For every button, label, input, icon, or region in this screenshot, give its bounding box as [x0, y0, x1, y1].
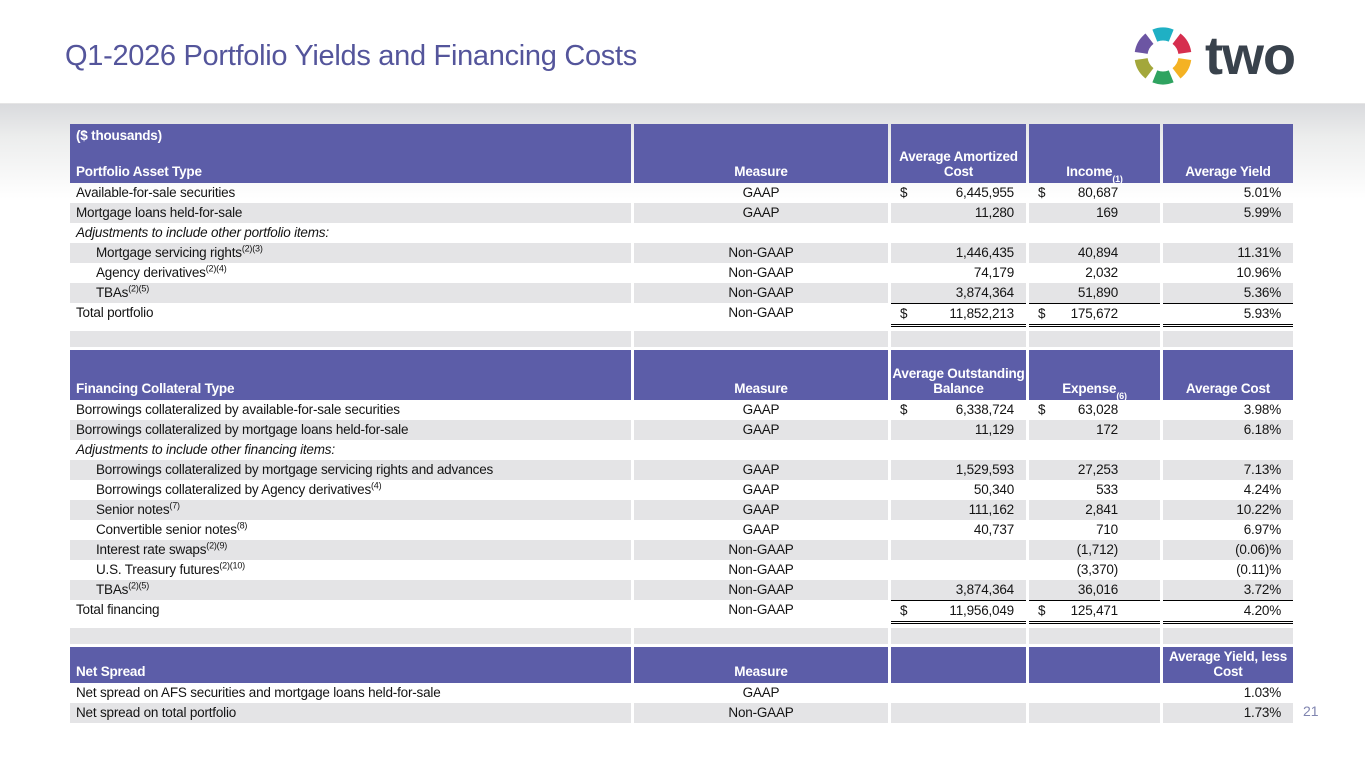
amount-cell	[891, 580, 1026, 600]
row-label: TBAs$^{(2)(5)}$	[70, 580, 631, 600]
percent-cell: 7.13%	[1163, 460, 1293, 480]
income-expense-cell	[1029, 560, 1160, 580]
section-spacer-gray	[70, 331, 1293, 347]
amount-value: 74,179	[973, 265, 1014, 280]
header-row-label	[70, 124, 631, 183]
amount-cell	[891, 500, 1026, 520]
percent-cell	[1163, 223, 1293, 243]
percent-cell: (0.06)%	[1163, 540, 1293, 560]
income-expense-value: 80,687	[1077, 185, 1118, 200]
column-header: Average Outstanding Balance	[891, 350, 1026, 400]
measure-cell: Non-GAAP	[728, 602, 794, 617]
measure-cell: Non-GAAP	[634, 283, 888, 303]
amount-value: 6,338,724	[955, 402, 1014, 417]
measure-cell: Non-GAAP	[634, 540, 888, 560]
percent-cell: 10.96%	[1236, 265, 1281, 280]
row-label: Total financing	[76, 602, 160, 617]
row-label: Interest rate swaps$^{(2)(9)}$	[70, 540, 631, 560]
table-row	[70, 500, 1293, 520]
income-expense-value: 125,471	[1070, 603, 1118, 618]
column-header	[1029, 647, 1160, 683]
dollar-sign: $	[1038, 306, 1046, 321]
row-label: Mortgage servicing rights$^{(2)(3)}$	[70, 243, 631, 263]
income-expense-value: 51,890	[1077, 285, 1118, 300]
percent-cell: 5.36%	[1163, 283, 1293, 303]
dollar-sign: $	[900, 185, 908, 200]
income-expense-value: (1,712)	[1076, 542, 1118, 557]
amount-cell	[891, 420, 1026, 440]
measure-cell: Non-GAAP	[634, 243, 888, 263]
income-expense-value: 63,028	[1077, 402, 1118, 417]
measure-cell: GAAP	[634, 500, 888, 520]
percent-cell: 1.73%	[1163, 703, 1293, 723]
yields-financing-table	[70, 124, 1293, 723]
header-row-label-text: Net Spread	[76, 664, 146, 679]
measure-cell	[634, 440, 888, 460]
measure-cell: GAAP	[634, 420, 888, 440]
column-header: Average Amortized Cost	[891, 124, 1026, 183]
table-row	[70, 440, 1293, 460]
spacer-cell	[1163, 331, 1293, 347]
measure-cell	[634, 223, 888, 243]
income-expense-value: 27,253	[1077, 462, 1118, 477]
section-header-financing	[70, 350, 1293, 400]
income-expense-cell	[1029, 540, 1160, 560]
dollar-sign: $	[900, 402, 908, 417]
income-expense-cell	[1029, 283, 1160, 303]
income-expense-cell	[1029, 460, 1160, 480]
amount-cell	[891, 400, 1026, 420]
logo-pinwheel-icon	[1131, 24, 1195, 93]
income-expense-value: 40,894	[1077, 245, 1118, 260]
amount-value: 11,852,213	[949, 306, 1014, 321]
dollar-sign: $	[900, 306, 908, 321]
measure-cell: Non-GAAP	[728, 562, 794, 577]
income-expense-cell	[1029, 183, 1160, 203]
amount-value: 111,162	[968, 502, 1014, 517]
table-row	[70, 683, 1293, 703]
percent-cell: 3.98%	[1243, 402, 1281, 417]
income-expense-value: 36,016	[1077, 582, 1118, 597]
amount-cell	[891, 223, 1026, 243]
table-row	[70, 580, 1293, 600]
row-label: Borrowings collateralized by Agency derivatives$^{(4)}$	[96, 480, 382, 497]
amount-cell	[891, 480, 1026, 500]
spacer-cell	[1029, 628, 1160, 644]
percent-cell: 5.93%	[1163, 303, 1293, 327]
income-expense-value: 2,841	[1085, 502, 1118, 517]
row-label: Net spread on AFS securities and mortgage loans held-for-sale	[76, 685, 441, 700]
column-header: Income (1)	[1029, 124, 1160, 183]
column-header: Average Yield	[1163, 124, 1293, 183]
percent-cell: 4.20%	[1163, 600, 1293, 624]
measure-cell: GAAP	[742, 482, 780, 497]
percent-cell: 5.99%	[1163, 203, 1293, 223]
table-row	[70, 303, 1293, 327]
table-row	[70, 263, 1293, 283]
percent-cell: (0.11)%	[1236, 562, 1281, 577]
measure-cell: GAAP	[742, 185, 780, 200]
header-row-label	[70, 350, 631, 400]
spacer-cell	[891, 628, 1026, 644]
column-header: Average Yield, less Cost	[1163, 647, 1293, 683]
amount-value: 11,129	[974, 422, 1014, 437]
measure-cell: Non-GAAP	[728, 265, 794, 280]
row-label: Agency derivatives$^{(2)(4)}$	[96, 263, 227, 280]
row-label: Available-for-sale securities	[76, 185, 236, 200]
amount-cell	[891, 263, 1026, 283]
section-header-portfolio	[70, 124, 1293, 183]
column-header	[891, 647, 1026, 683]
dollar-sign: $	[1038, 603, 1046, 618]
table-row	[70, 560, 1293, 580]
income-expense-cell	[1029, 600, 1160, 624]
table-row	[70, 703, 1293, 723]
row-label: Borrowings collateralized by mortgage loans held-for-sale	[70, 420, 631, 440]
percent-cell: 1.03%	[1243, 685, 1281, 700]
amount-cell	[891, 520, 1026, 540]
spacer-cell	[634, 331, 888, 347]
amount-value: 40,737	[973, 522, 1014, 537]
logo-wordmark: two	[1205, 25, 1295, 86]
amount-value: 11,956,049	[949, 603, 1014, 618]
percent-cell	[1163, 440, 1293, 460]
measure-cell: Non-GAAP	[634, 703, 888, 723]
header-row-label-text: Financing Collateral Type	[76, 381, 235, 396]
percent-cell: 3.72%	[1163, 580, 1293, 600]
column-header: Expense (6)	[1029, 350, 1160, 400]
row-label: TBAs$^{(2)(5)}$	[70, 283, 631, 303]
table-row	[70, 600, 1293, 624]
column-header: Measure	[634, 647, 888, 683]
income-expense-cell	[1029, 303, 1160, 327]
table-row	[70, 183, 1293, 203]
section-spacer-gray	[70, 628, 1293, 644]
measure-cell: Non-GAAP	[634, 580, 888, 600]
header-row-label-text: Portfolio Asset Type	[76, 164, 202, 179]
table-row	[70, 520, 1293, 540]
measure-cell: Non-GAAP	[728, 305, 794, 320]
spacer-cell	[70, 331, 631, 347]
amount-value: 3,874,364	[955, 285, 1014, 300]
table-row	[70, 223, 1293, 243]
income-expense-cell	[1029, 500, 1160, 520]
amount-cell	[891, 600, 1026, 624]
column-header: Average Cost	[1163, 350, 1293, 400]
income-expense-cell	[1029, 243, 1160, 263]
income-expense-value: 533	[1096, 482, 1118, 497]
row-label: Mortgage loans held-for-sale	[70, 203, 631, 223]
income-expense-cell	[1029, 223, 1160, 243]
column-header: Measure	[634, 124, 888, 183]
row-label: Adjustments to include other portfolio items:	[76, 225, 329, 240]
dollar-sign: $	[1038, 185, 1046, 200]
measure-cell: GAAP	[742, 685, 780, 700]
income-expense-value: 169	[1096, 205, 1118, 220]
amount-value: 3,874,364	[955, 582, 1014, 597]
amount-cell	[891, 460, 1026, 480]
spacer-cell	[634, 628, 888, 644]
amount-value: 11,280	[974, 205, 1014, 220]
table-row	[70, 203, 1293, 223]
measure-cell: GAAP	[634, 203, 888, 223]
income-expense-value: 2,032	[1085, 265, 1118, 280]
spacer-cell	[1029, 331, 1160, 347]
measure-cell: GAAP	[742, 522, 780, 537]
row-label: Borrowings collateralized by available-for-sale securities	[76, 402, 400, 417]
amount-value: 6,445,955	[955, 185, 1014, 200]
table-row	[70, 283, 1293, 303]
income-expense-value: 172	[1096, 422, 1118, 437]
measure-cell: GAAP	[634, 460, 888, 480]
percent-cell: 6.97%	[1243, 522, 1281, 537]
row-label: Adjustments to include other financing items:	[76, 442, 335, 457]
dollar-sign: $	[900, 603, 908, 618]
spacer-cell	[1163, 628, 1293, 644]
amount-cell	[891, 683, 1026, 703]
income-expense-cell	[1029, 683, 1160, 703]
percent-cell: 11.31%	[1163, 243, 1293, 263]
amount-cell	[891, 243, 1026, 263]
section-header-net_spread	[70, 647, 1293, 683]
row-label: Net spread on total portfolio	[70, 703, 631, 723]
dollar-sign: $	[1038, 402, 1046, 417]
amount-cell	[891, 183, 1026, 203]
row-label: Senior notes$^{(7)}$	[70, 500, 631, 520]
row-label: Convertible senior notes$^{(8)}$	[96, 520, 248, 537]
percent-cell: 4.24%	[1243, 482, 1281, 497]
amount-cell	[891, 540, 1026, 560]
row-label: Borrowings collateralized by mortgage servicing rights and advances	[70, 460, 631, 480]
table-row	[70, 243, 1293, 263]
spacer-cell	[891, 331, 1026, 347]
income-expense-cell	[1029, 400, 1160, 420]
percent-cell: 5.01%	[1243, 185, 1281, 200]
amount-value: 1,446,435	[955, 245, 1014, 260]
row-label: Total portfolio	[76, 305, 154, 320]
income-expense-cell	[1029, 480, 1160, 500]
income-expense-cell	[1029, 263, 1160, 283]
amount-cell	[891, 560, 1026, 580]
company-logo	[1131, 24, 1295, 93]
units-note: ($ thousands)	[76, 128, 162, 143]
income-expense-cell	[1029, 580, 1160, 600]
table-row	[70, 420, 1293, 440]
income-expense-cell	[1029, 420, 1160, 440]
income-expense-cell	[1029, 203, 1160, 223]
percent-cell: 6.18%	[1163, 420, 1293, 440]
amount-value: 50,340	[973, 482, 1014, 497]
table-row	[70, 400, 1293, 420]
amount-cell	[891, 440, 1026, 460]
column-header: Measure	[634, 350, 888, 400]
table-row	[70, 480, 1293, 500]
amount-cell	[891, 283, 1026, 303]
income-expense-cell	[1029, 520, 1160, 540]
header-row-label	[70, 647, 631, 683]
percent-cell: 10.22%	[1163, 500, 1293, 520]
income-expense-value: 175,672	[1070, 306, 1118, 321]
income-expense-value: 710	[1096, 522, 1118, 537]
measure-cell: GAAP	[742, 402, 780, 417]
spacer-cell	[70, 628, 631, 644]
page-number: 21	[1303, 703, 1319, 719]
amount-value: 1,529,593	[955, 462, 1014, 477]
row-label: U.S. Treasury futures$^{(2)(10)}$	[96, 560, 245, 577]
amount-cell	[891, 303, 1026, 327]
table-row	[70, 460, 1293, 480]
income-expense-cell	[1029, 703, 1160, 723]
table-row	[70, 540, 1293, 560]
amount-cell	[891, 703, 1026, 723]
income-expense-value: (3,370)	[1076, 562, 1118, 577]
page-title: Q1-2026 Portfolio Yields and Financing Costs	[65, 40, 637, 72]
amount-cell	[891, 203, 1026, 223]
income-expense-cell	[1029, 440, 1160, 460]
